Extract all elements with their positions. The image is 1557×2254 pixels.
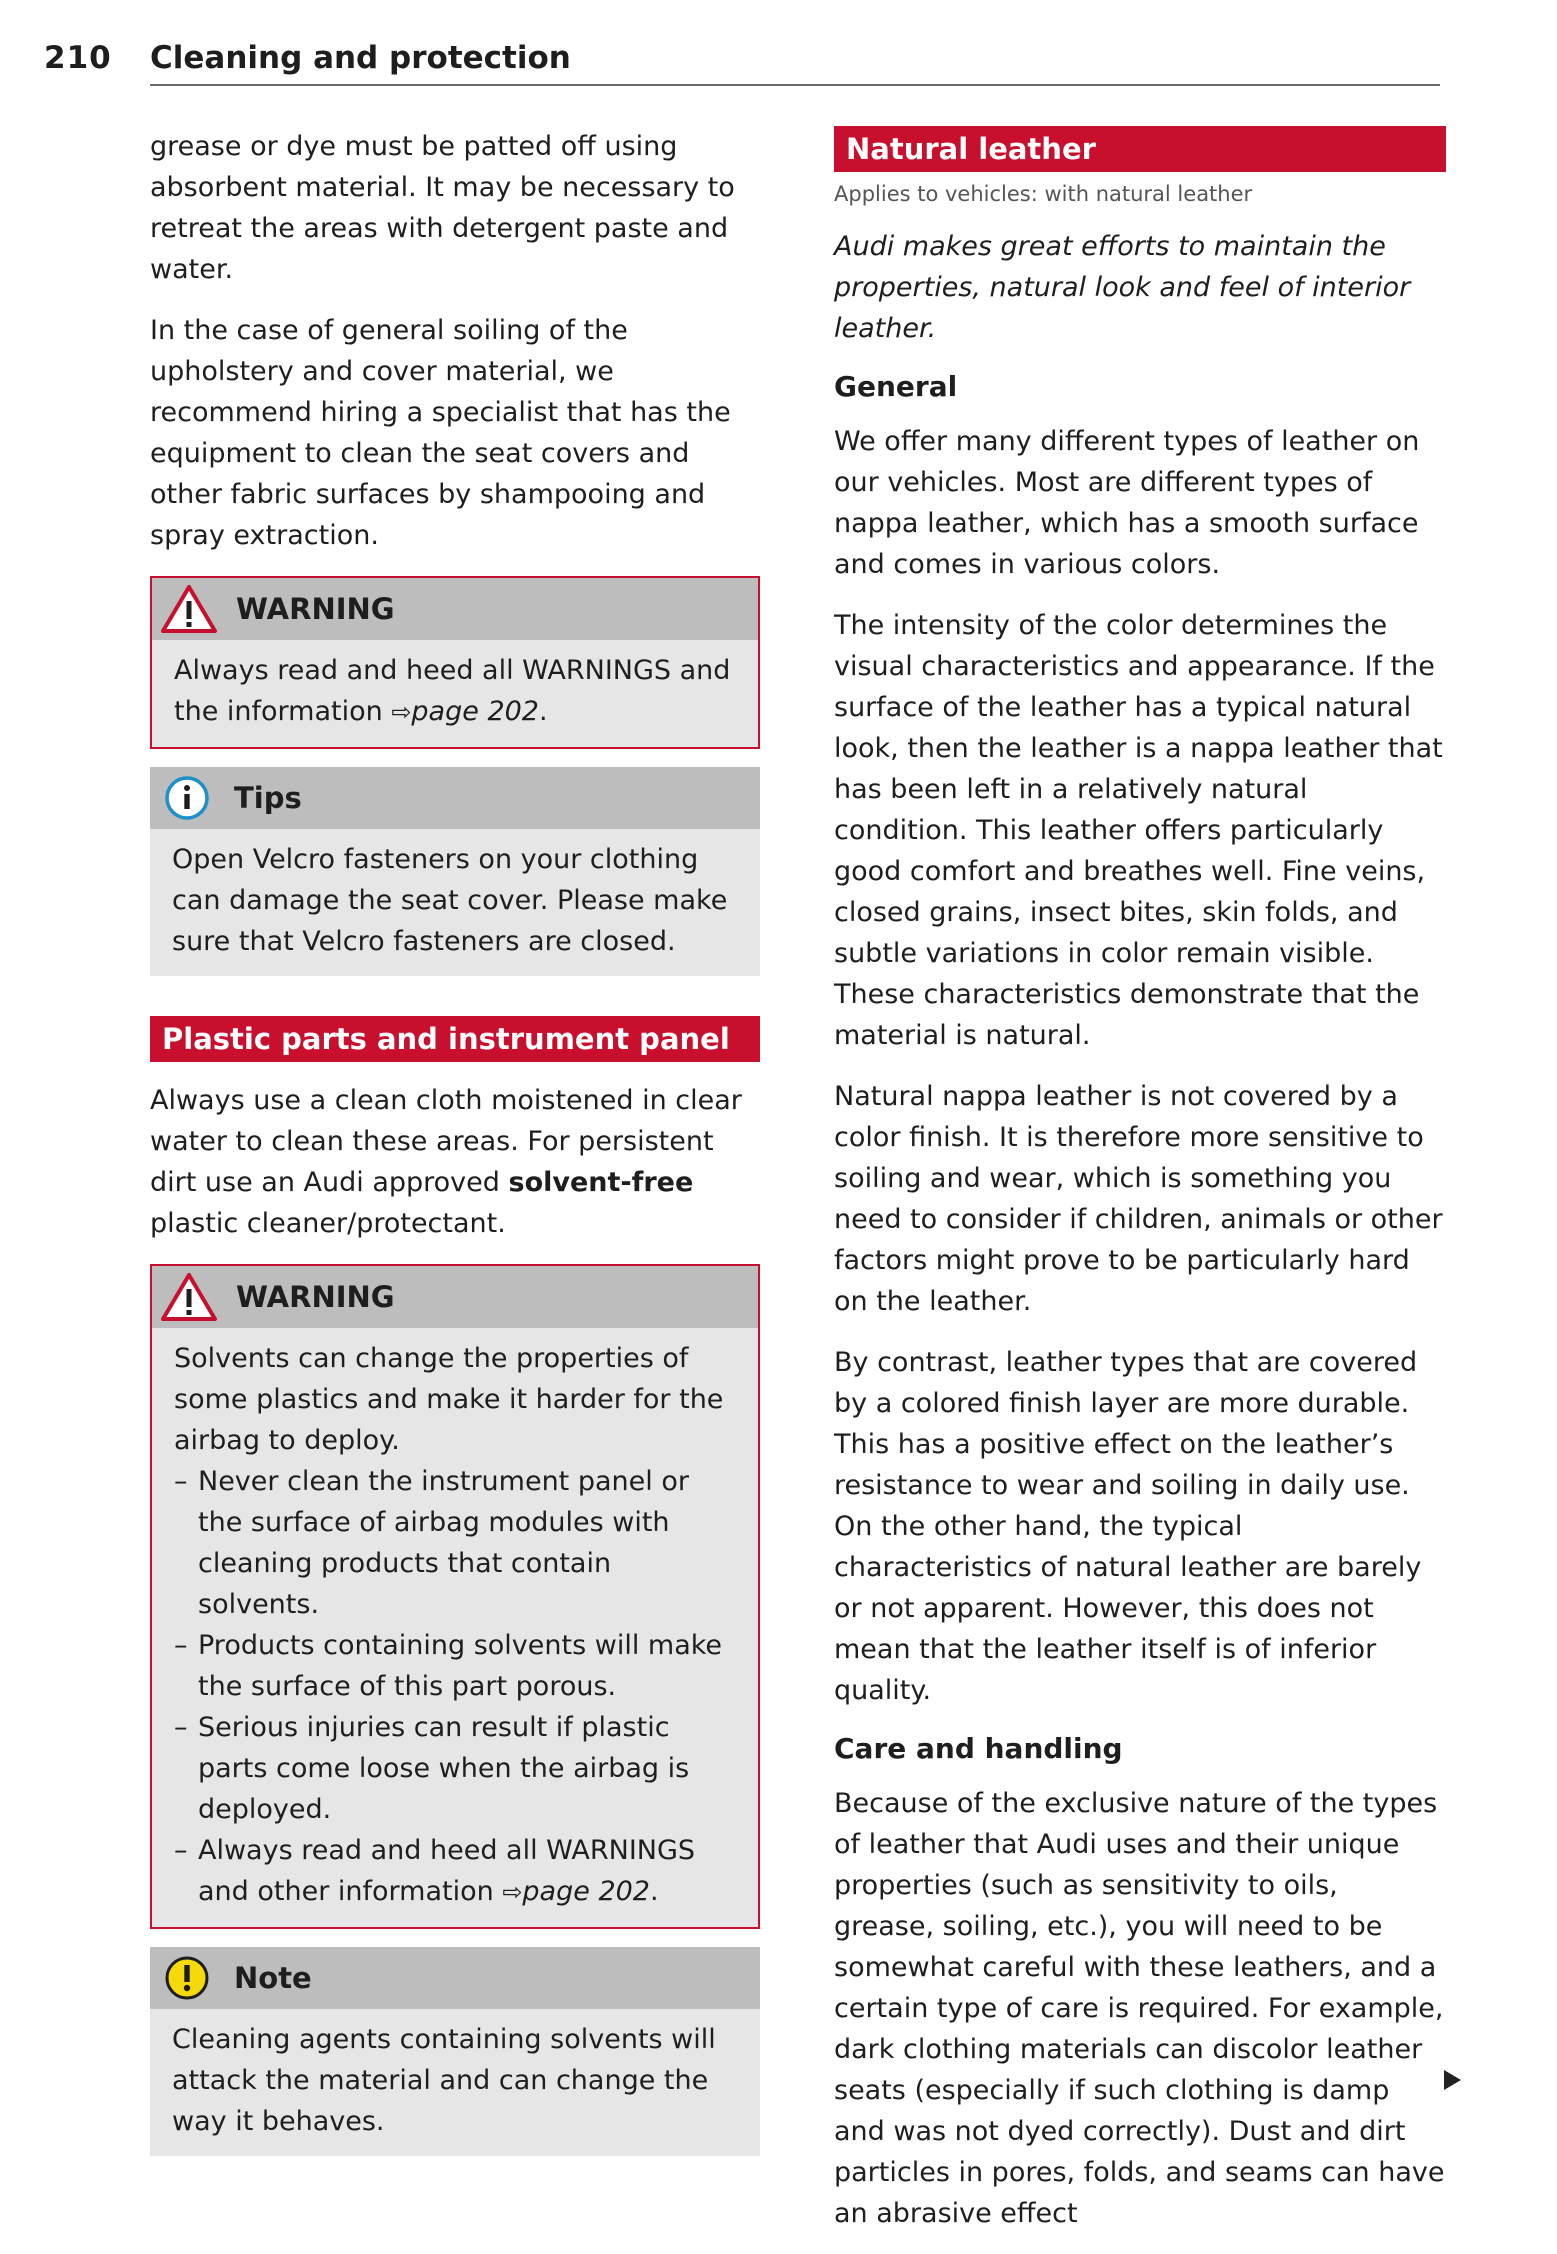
header-divider [150,84,1440,86]
page-title: Cleaning and protection [150,40,571,76]
page-reference-arrow-icon: ⇨ [502,1878,523,1906]
warning-text-end: . [538,696,548,727]
paragraph-color-intensity: The intensity of the color determines the visual characteristics and appearance. If the surface of the leather has a typical natural look, then the leather is a nappa leather that has been left in a relatively natural condition. This leather offers particularly good comfort and breathes well. Fine veins, closed grains, insect bites, skin folds, and subtle variations in color remain visible. These characteristics demonstrate that the material is natural. [834,610,1443,1051]
warning-last-end: . [649,1876,659,1907]
page-reference-link[interactable]: page 202 [522,1876,650,1907]
note-box [150,1947,760,2156]
tips-box [150,767,760,976]
warning-list-item: – Never clean the instrument panel or the surface of airbag modules with cleaning products that contain solvents. [174,1461,738,1625]
note-title: Note [234,1961,312,1995]
section-heading-natural-leather: Natural leather [834,126,1446,172]
caution-exclamation-icon [158,1953,216,2003]
tips-header [150,767,760,829]
warning-title: WARNING [236,1280,395,1314]
warning-triangle-icon [160,584,218,634]
warning-box-solvents [150,1264,760,1929]
paragraph-general-soiling: In the case of general soiling of the upholstery and cover material, we recommend hiring a specialist that has the equipment to clean the seat covers and other fabric surfaces by shampooing and spray extraction. [150,315,731,551]
warning-header [152,1266,758,1328]
tips-body: Open Velcro fasteners on your clothing can damage the seat cover. Please make sure that Velcro fasteners are closed. [172,844,728,957]
page-number: 210 [44,40,112,76]
warning-list-item: – Products containing solvents will make the surface of this part porous. [174,1625,738,1707]
tips-title: Tips [234,781,302,815]
paragraph-care: Because of the exclusive nature of the types of leather that Audi uses and their unique properties (such as sensitivity to oils, grease, soiling, etc.), you will need to be somewhat careful with these leathers, and a certain type of care is required. For example, dark clothing materials can discolor leather seats (especially if such clothing is damp and was not dyed correctly). Dust and dirt particles in pores, folds, and seams can have an abrasive effect [834,1788,1445,2229]
plastic-text-1: Always use a clean cloth moistened in clear water to clean these areas. For persistent dirt use an Audi approved [150,1085,742,1198]
page-reference-arrow-icon: ⇨ [391,698,412,726]
page-reference-link[interactable]: page 202 [411,696,539,727]
warning-header [152,578,758,640]
note-body: Cleaning agents containing solvents will attack the material and can change the way it behaves. [172,2024,716,2137]
info-icon [158,773,216,823]
paragraph-plastic-cleaning [150,1080,760,1244]
warning-body [152,640,758,747]
warning-triangle-icon [160,1272,218,1322]
subheading-care-handling: Care and handling [834,1732,1123,1765]
paragraph-grease: grease or dye must be patted off using absorbent material. It may be necessary to retreat the areas with detergent paste and water. [150,131,735,285]
continue-next-page-icon [1444,2070,1461,2090]
paragraph-nappa-leather: Natural nappa leather is not covered by a color finish. It is therefore more sensitive to soiling and wear, which is something you need to consider if children, animals or other factors might prove to be particularly hard on the leather. [834,1081,1443,1317]
intro-paragraph: Audi makes great efforts to maintain the properties, natural look and feel of interior leather. [834,231,1411,344]
note-header [150,1947,760,2009]
subheading-general: General [834,370,958,403]
solvent-free-emphasis: solvent-free [508,1167,694,1198]
applicability-note: Applies to vehicles: with natural leather [834,182,1253,206]
warning-box-general [150,576,760,749]
paragraph-finished-leather: By contrast, leather types that are covered by a colored finish layer are more durable. This has a positive effect on the leather’s resistance to wear and soiling in daily use. On the other hand, the typical characteristics of natural leather are barely or not apparent. However, this does not mean that the leather itself is of inferior quality. [834,1347,1422,1706]
warning-intro: Solvents can change the properties of some plastics and make it harder for the airbag to deploy. [174,1343,724,1456]
warning-last-text: Always read and heed all WARNINGS and other information [198,1835,696,1907]
warning-title: WARNING [236,592,395,626]
warning-body [152,1328,758,1927]
warning-list-item: – Serious injuries can result if plastic parts come loose when the airbag is deployed. [174,1707,738,1830]
left-column [150,126,760,2174]
warning-list-item [174,1830,738,1913]
right-column [834,126,1446,2254]
plastic-text-2: plastic cleaner/protectant. [150,1208,506,1239]
section-heading-plastic-parts: Plastic parts and instrument panel [150,1016,760,1062]
warning-text: Always read and heed all WARNINGS and the information [174,655,731,727]
warning-list [174,1461,738,1913]
paragraph-leather-types: We offer many different types of leather on our vehicles. Most are different types of nappa leather, which has a smooth surface and comes in various colors. [834,426,1420,580]
